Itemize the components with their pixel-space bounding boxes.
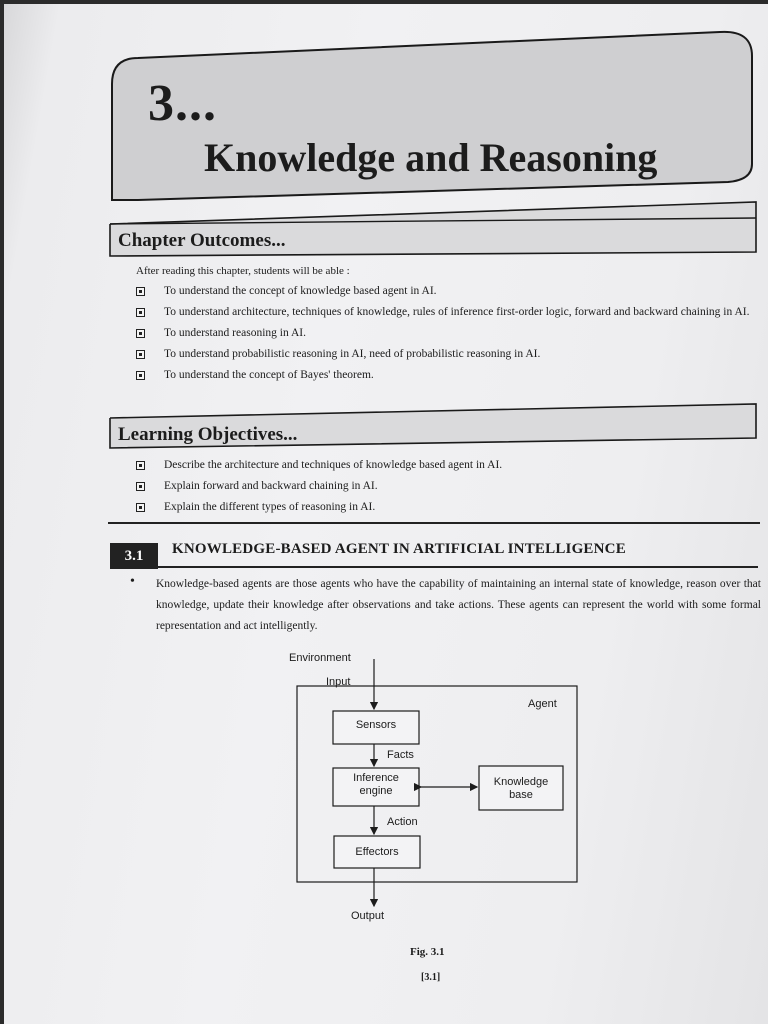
output-label: Output [351, 910, 385, 922]
list-item: To understand the concept of Bayes' theorem. [136, 365, 761, 386]
square-bullet-icon [136, 482, 145, 491]
square-bullet-icon [136, 308, 145, 317]
objectives-list [136, 455, 761, 518]
sensors-label: Sensors [355, 719, 397, 731]
knowledge-base-label: Knowledge base [493, 776, 549, 801]
list-item: Explain the different types of reasoning in AI. [136, 497, 761, 518]
figure-agent-diagram [274, 649, 594, 929]
page-number: [3.1] [421, 972, 441, 983]
list-item: To understand probabilistic reasoning in AI, need of probabilistic reasoning in AI. [136, 344, 761, 365]
list-item: To understand reasoning in AI. [136, 323, 761, 344]
action-label: Action [387, 816, 418, 828]
square-bullet-icon [136, 503, 145, 512]
figure-caption: Fig. 3.1 [410, 946, 445, 958]
effectors-label: Effectors [355, 846, 399, 858]
square-bullet-icon [136, 287, 145, 296]
square-bullet-icon [136, 350, 145, 359]
list-item: To understand the concept of knowledge based agent in AI. [136, 281, 761, 302]
book-page [4, 4, 768, 1024]
chapter-outcomes-heading: Chapter Outcomes... [118, 230, 286, 251]
chapter-outcomes-bar [108, 200, 758, 251]
section-paragraph: Knowledge-based agents are those agents who have the capability of maintaining an internal state of knowledge, reason over that knowledge, update their knowledge after observations and take actions. These agents can represent the world with some formal representation and act intelligently. [156, 578, 761, 632]
facts-label: Facts [387, 749, 414, 761]
square-bullet-icon [136, 329, 145, 338]
list-item: To understand architecture, techniques of knowledge, rules of inference first-order logic, forward and backward chaining in AI. [136, 302, 761, 323]
square-bullet-icon [136, 371, 145, 380]
section-title-underline [158, 566, 758, 568]
chapter-title: Knowledge and Reasoning [204, 135, 658, 180]
section-title: KNOWLEDGE-BASED AGENT IN ARTIFICIAL INTELLIGENCE [172, 541, 626, 557]
learning-objectives-bar [108, 400, 758, 445]
agent-label: Agent [528, 698, 557, 710]
environment-label: Environment [289, 652, 351, 664]
list-item: Describe the architecture and techniques of knowledge based agent in AI. [136, 455, 761, 476]
list-item: Explain forward and backward chaining in AI. [136, 476, 761, 497]
outcomes-list [136, 281, 761, 386]
input-label: Input [326, 676, 351, 688]
dot-bullet-icon: • [130, 574, 135, 589]
chapter-title-box [108, 28, 756, 204]
section-divider [108, 522, 760, 524]
learning-objectives-heading: Learning Objectives... [118, 424, 298, 445]
inference-engine-label: Inference engine [353, 772, 399, 797]
section-number: 3.1 [110, 543, 158, 569]
square-bullet-icon [136, 461, 145, 470]
chapter-number: 3... [148, 75, 217, 132]
outcomes-intro: After reading this chapter, students will be able : [136, 265, 350, 277]
